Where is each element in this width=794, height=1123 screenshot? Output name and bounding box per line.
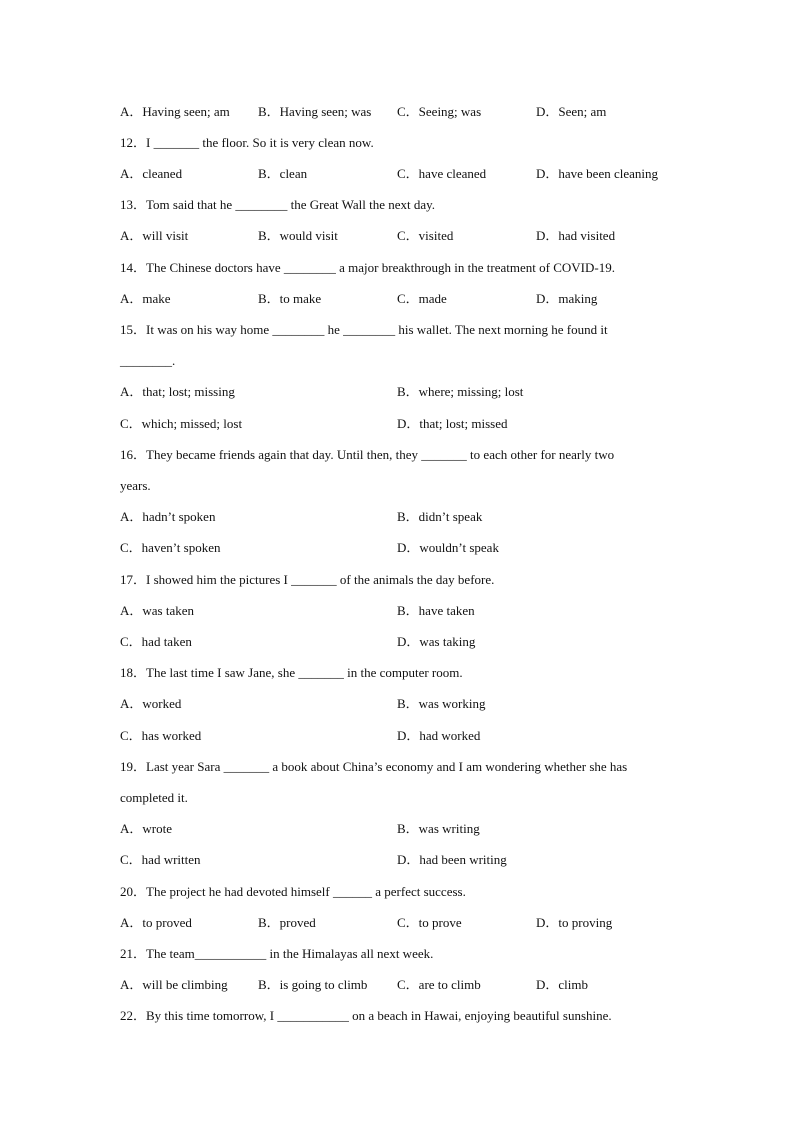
q20-option-b: B．proved <box>258 915 316 930</box>
q13-option-b: B．would visit <box>258 228 338 243</box>
q19-stem: 19．Last year Sara _______ a book about China’s economy and I am wondering whether she has <box>120 759 628 774</box>
q11-option-a: A．Having seen; am <box>120 104 230 119</box>
q15-stem-continued: ________. <box>120 353 176 368</box>
q19-option-a: A．wrote <box>120 821 172 836</box>
q12-stem: 12．I _______ the floor. So it is very clean now. <box>120 135 374 150</box>
q14-option-d: D．making <box>536 291 598 306</box>
q21-stem: 21．The team___________ in the Himalayas all next week. <box>120 946 434 961</box>
q17-option-a: A．was taken <box>120 603 195 618</box>
q14-stem: 14．The Chinese doctors have ________ a major breakthrough in the treatment of COVID-19. <box>120 260 615 275</box>
q20-option-c: C．to prove <box>397 915 462 930</box>
q16-option-c: C．haven’t spoken <box>120 540 221 555</box>
q16-stem: 16．They became friends again that day. Until then, they _______ to each other for nearly two <box>120 447 615 462</box>
q17-stem: 17．I showed him the pictures I _______ of the animals the day before. <box>120 572 495 587</box>
q15-option-c: C．which; missed; lost <box>120 416 243 431</box>
q21-option-b: B．is going to climb <box>258 977 368 992</box>
q22-stem: 22．By this time tomorrow, I ___________ on a beach in Hawai, enjoying beautiful sunshine. <box>120 1008 612 1023</box>
q14-option-c: C．made <box>397 291 447 306</box>
q12-option-a: A．cleaned <box>120 166 183 181</box>
q15-option-a: A．that; lost; missing <box>120 384 235 399</box>
q21-option-a: A．will be climbing <box>120 977 228 992</box>
q13-option-c: C．visited <box>397 228 454 243</box>
q13-option-d: D．had visited <box>536 228 616 243</box>
q21-option-d: D．climb <box>536 977 588 992</box>
q15-stem: 15．It was on his way home ________ he ________ his wallet. The next morning he found it <box>120 322 608 337</box>
q20-option-d: D．to proving <box>536 915 613 930</box>
q14-option-a: A．make <box>120 291 171 306</box>
q20-option-a: A．to proved <box>120 915 192 930</box>
q18-option-d: D．had worked <box>397 728 481 743</box>
q12-option-c: C．have cleaned <box>397 166 487 181</box>
q19-stem-continued: completed it. <box>120 790 188 805</box>
q18-option-b: B．was working <box>397 696 486 711</box>
q14-option-b: B．to make <box>258 291 322 306</box>
q19-option-c: C．had written <box>120 852 201 867</box>
q18-stem: 18．The last time I saw Jane, she _______ in the computer room. <box>120 665 463 680</box>
q15-option-d: D．that; lost; missed <box>397 416 508 431</box>
q17-option-c: C．had taken <box>120 634 192 649</box>
q13-stem: 13．Tom said that he ________ the Great Wall the next day. <box>120 197 436 212</box>
q18-option-c: C．has worked <box>120 728 202 743</box>
q11-option-b: B．Having seen; was <box>258 104 372 119</box>
q13-option-a: A．will visit <box>120 228 189 243</box>
q20-stem: 20．The project he had devoted himself ______ a perfect success. <box>120 884 466 899</box>
q16-option-a: A．hadn’t spoken <box>120 509 216 524</box>
q17-option-d: D．was taking <box>397 634 476 649</box>
q21-option-c: C．are to climb <box>397 977 481 992</box>
q16-option-b: B．didn’t speak <box>397 509 483 524</box>
q17-option-b: B．have taken <box>397 603 475 618</box>
q18-option-a: A．worked <box>120 696 182 711</box>
q19-option-d: D．had been writing <box>397 852 507 867</box>
q12-option-d: D．have been cleaning <box>536 166 659 181</box>
q11-option-c: C．Seeing; was <box>397 104 482 119</box>
q16-option-d: D．wouldn’t speak <box>397 540 499 555</box>
q12-option-b: B．clean <box>258 166 308 181</box>
q11-option-d: D．Seen; am <box>536 104 607 119</box>
q15-option-b: B．where; missing; lost <box>397 384 524 399</box>
q16-stem-continued: years. <box>120 478 151 493</box>
q19-option-b: B．was writing <box>397 821 480 836</box>
